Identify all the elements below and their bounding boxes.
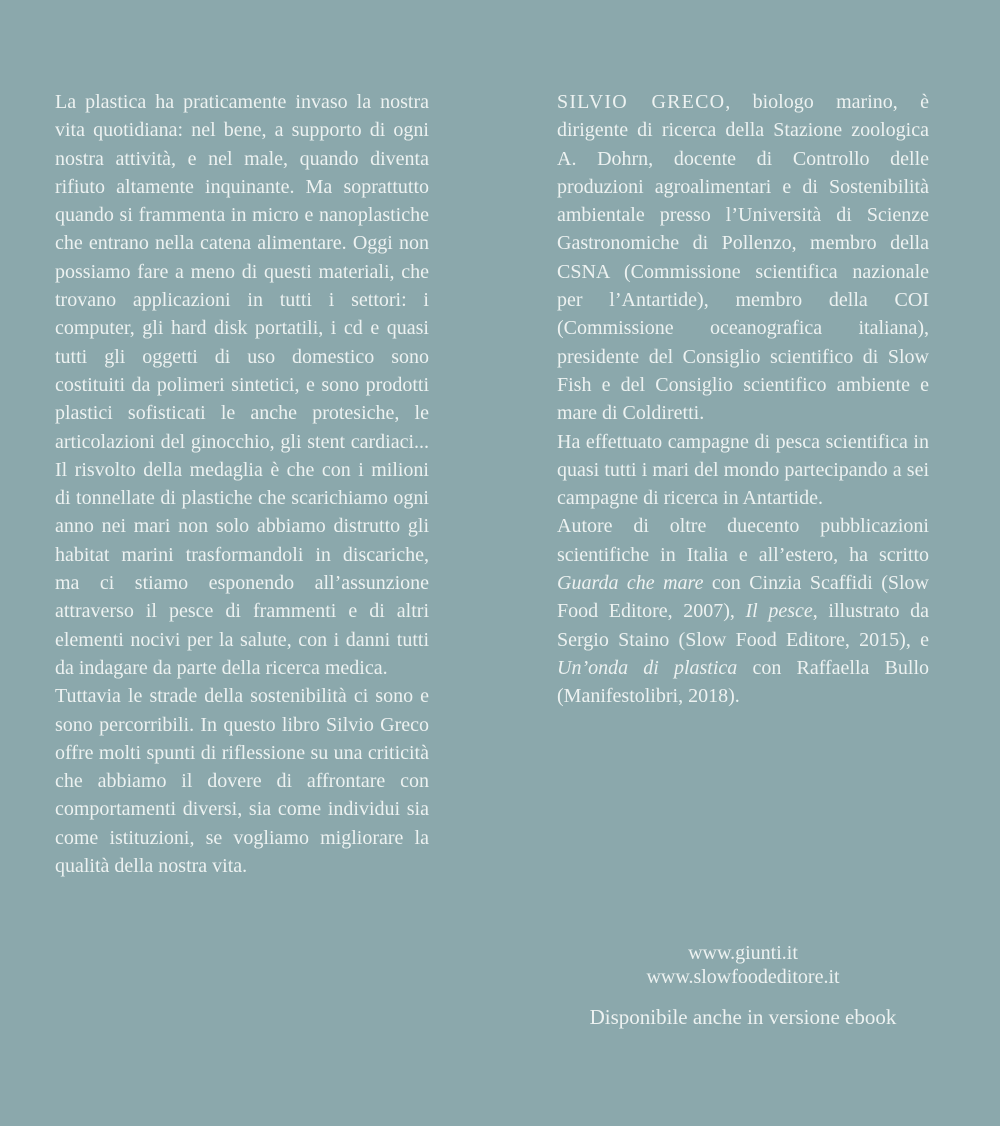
publisher-url: www.slowfoodeditore.it: [646, 966, 840, 988]
book-title: Guarda che mare: [557, 572, 704, 595]
footer: [557, 941, 929, 1030]
text-segment: , illustrato da Sergio Staino (Slow Food Editore, 2015), e: [557, 600, 930, 651]
paragraph: [55, 682, 429, 880]
ebook-availability-note: Disponibile anche in versione ebook: [589, 1005, 897, 1029]
paragraph: [55, 88, 429, 682]
publisher-url: www.giunti.it: [688, 942, 798, 964]
book-title: Il pesce: [745, 600, 813, 623]
text-segment: Tuttavia le strade della sostenibilità ci sono e sono percorribili. In questo libro Silvio Greco offre molti spunti di riflessione su una criticità che abbiamo il dovere di affrontare con comportamenti diversi, sia come individui sia come istituzioni, se vogliamo migliorare la qualità della nostra vita.: [55, 685, 429, 878]
text-segment: La plastica ha praticamente invaso la nostra vita quotidiana: nel bene, a supporto di ogni nostra attività, e nel male, quando diventa rifiuto altamente inquinante. Ma soprattutto quando si frammenta in micro e nanoplastiche che entrano nella catena alimentare. Oggi non possiamo fare a meno di questi materiali, che trovano applicazioni in tutti i settori: i computer, gli hard disk portatili, i cd e quasi tutti gli oggetti di uso domestico sono costituiti da polimeri sintetici, e sono prodotti plastici sofisticati le anche protesiche, le articolazioni del ginocchio, gli stent cardiaci... Il risvolto della medaglia è che con i milioni di tonnellate di plastiche che scarichiamo ogni anno nei mari non solo abbiamo distrutto gli habitat marini trasformandoli in discariche, ma ci stiamo esponendo all’assunzione attraverso il pesce di frammenti e di altri elementi nocivi per la salute, con i danni tutti da indagare da parte della ricerca medica.: [55, 91, 429, 679]
text-segment: con Cinzia Scaffidi (Slow Food Editore, 2007),: [557, 572, 929, 623]
book-title: Un’onda di plastica: [557, 656, 738, 679]
text-segment: con Raffaella Bullo (Manifestolibri, 2018).: [557, 656, 929, 708]
text-segment: Autore di oltre duecento pubblicazioni scientifiche in Italia e all’estero, ha scritto: [557, 515, 929, 566]
paragraph: [557, 512, 929, 710]
back-cover-blurb-column: [55, 88, 429, 880]
paragraph: [557, 88, 929, 428]
text-segment: Ha effettuato campagne di pesca scientifica in quasi tutti i mari del mondo partecipando a sei campagne di ricerca in Antartide.: [557, 430, 929, 510]
author-bio-column: [557, 88, 929, 711]
publisher-urls: [557, 941, 929, 989]
text-segment: , biologo marino, è dirigente di ricerca della Stazione zoologica A. Dohrn, docente di Controllo delle produzioni agroalimentari e di Sostenibilità ambientale presso l’Università di Scienze Gastronomiche di Pollenzo, membro della CSNA (Commissione scientifica nazionale per l’Antartide), membro della COI (Commissione oceanografica italiana), presidente del Consiglio scientifico di Slow Fish e del Consiglio scientifico ambiente e mare di Coldiretti.: [557, 91, 929, 425]
author-name: SILVIO GRECO: [557, 91, 726, 113]
paragraph: [557, 428, 929, 513]
